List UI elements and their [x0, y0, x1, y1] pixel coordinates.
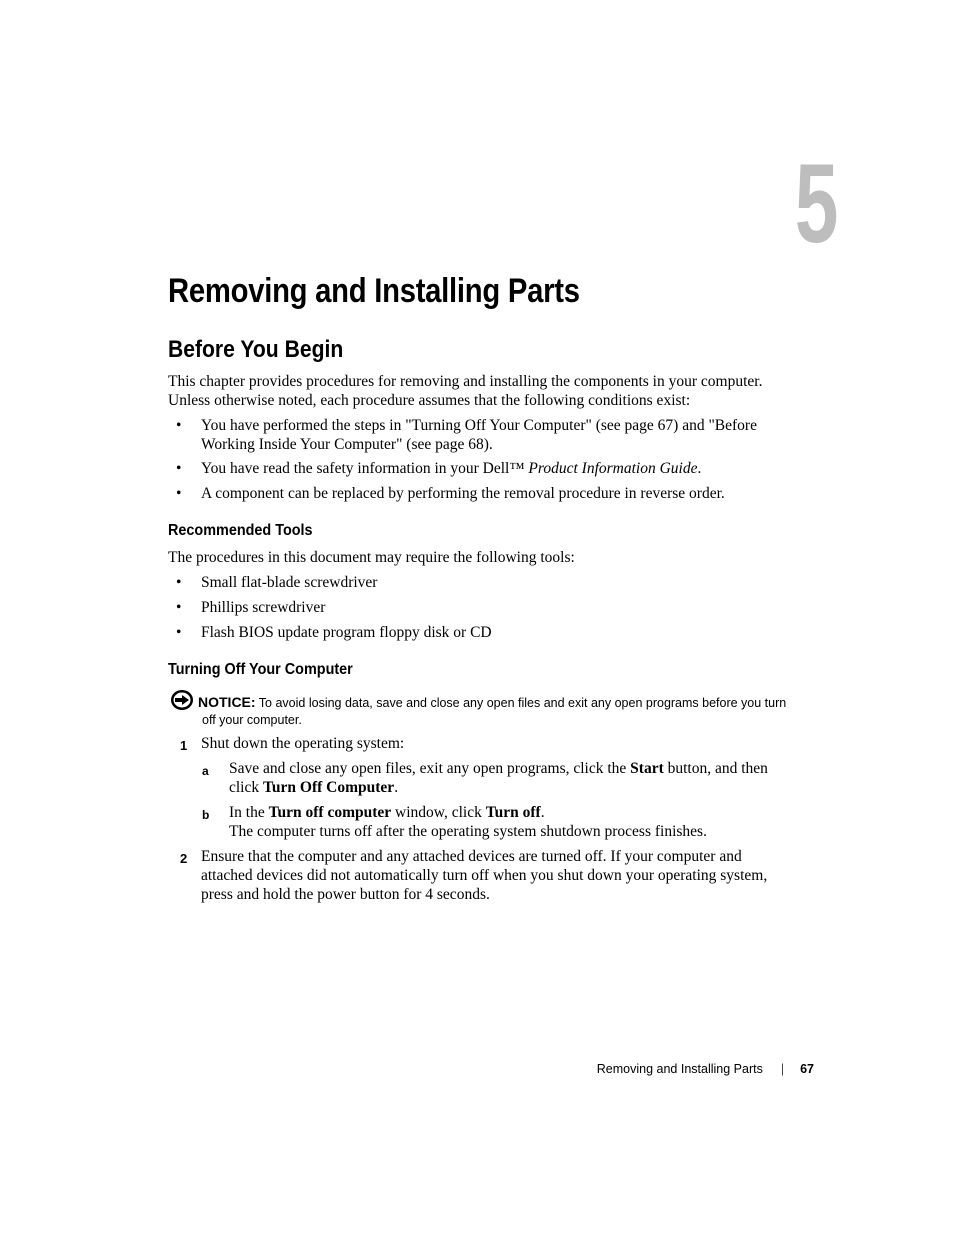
substep-letter: b	[202, 808, 210, 822]
substep-b-text-end: .	[540, 804, 545, 821]
bullet-dot: •	[176, 417, 182, 434]
step-2-line-3: press and hold the power button for 4 seconds.	[201, 886, 490, 903]
substep-a-text: Save and close any open files, exit any open programs, click the	[229, 760, 631, 777]
step-number: 1	[180, 738, 188, 753]
bullet-dot: •	[176, 485, 182, 502]
bullet-3-text: A component can be replaced by performing the removal procedure in reverse order.	[201, 485, 725, 502]
product-information-guide-title: Product Information Guide	[528, 460, 698, 477]
bullet-2-end: .	[697, 460, 702, 477]
step-2-line-1: Ensure that the computer and any attached devices are turned off. If your computer and	[201, 848, 742, 865]
tool-item: Phillips screwdriver	[201, 599, 326, 616]
substep-a-line-2: click	[229, 779, 263, 796]
substep-b-line-2: The computer turns off after the operating system shutdown process finishes.	[229, 823, 707, 840]
substep-b-text: In the	[229, 804, 269, 821]
page-footer	[597, 1062, 814, 1076]
step-text: Shut down the operating system:	[201, 735, 405, 752]
intro-line-2: Unless otherwise noted, each procedure assumes that the following conditions exist:	[168, 392, 691, 409]
substep-b-text-mid: window, click	[391, 804, 486, 821]
chapter-title: Removing and Installing Parts	[168, 272, 580, 310]
turn-off-computer-window-label: Turn off computer	[268, 804, 392, 821]
recommended-tools-heading: Recommended Tools	[168, 522, 313, 539]
notice-arrow-icon	[170, 689, 194, 711]
bullet-1-line-2: Working Inside Your Computer" (see page 68).	[201, 436, 493, 453]
notice	[198, 694, 798, 729]
footer-separator: |	[780, 1062, 785, 1076]
step-2-line-2: attached devices did not automatically turn off when you shut down your operating system,	[201, 867, 768, 884]
start-button-label: Start	[630, 760, 664, 777]
section-title: Before You Begin	[168, 336, 344, 363]
tools-intro: The procedures in this document may require the following tools:	[168, 549, 575, 566]
bullet-1-line-1: You have performed the steps in "Turning Off Your Computer" (see page 67) and "Before	[201, 417, 757, 434]
substep-a-line-2-end: .	[394, 779, 399, 796]
bullet-dot: •	[176, 599, 182, 616]
notice-label: NOTICE:	[198, 694, 256, 710]
bullet-dot: •	[176, 574, 182, 591]
turn-off-label: Turn off	[485, 804, 541, 821]
step-number: 2	[180, 851, 188, 866]
tool-item: Small flat-blade screwdriver	[201, 574, 378, 591]
turning-off-heading: Turning Off Your Computer	[168, 661, 353, 678]
notice-text: To avoid losing data, save and close any open files and exit any open programs before you turn	[255, 696, 787, 710]
intro-paragraph	[168, 372, 788, 410]
substep-letter: a	[202, 764, 209, 778]
page-number: 67	[800, 1062, 814, 1076]
chapter-number: 5	[794, 141, 838, 266]
bullet-dot: •	[176, 624, 182, 641]
substep-a-text-end: button, and then	[663, 760, 768, 777]
bullet-dot: •	[176, 460, 182, 477]
bullet-2-text: You have read the safety information in your Dell™	[201, 460, 529, 477]
tool-item: Flash BIOS update program floppy disk or CD	[201, 624, 492, 641]
turn-off-computer-label: Turn Off Computer	[263, 779, 395, 796]
notice-text-line-2: off your computer.	[202, 713, 302, 727]
footer-chapter-title: Removing and Installing Parts	[596, 1062, 763, 1076]
intro-line-1: This chapter provides procedures for removing and installing the components in your computer.	[168, 373, 763, 390]
